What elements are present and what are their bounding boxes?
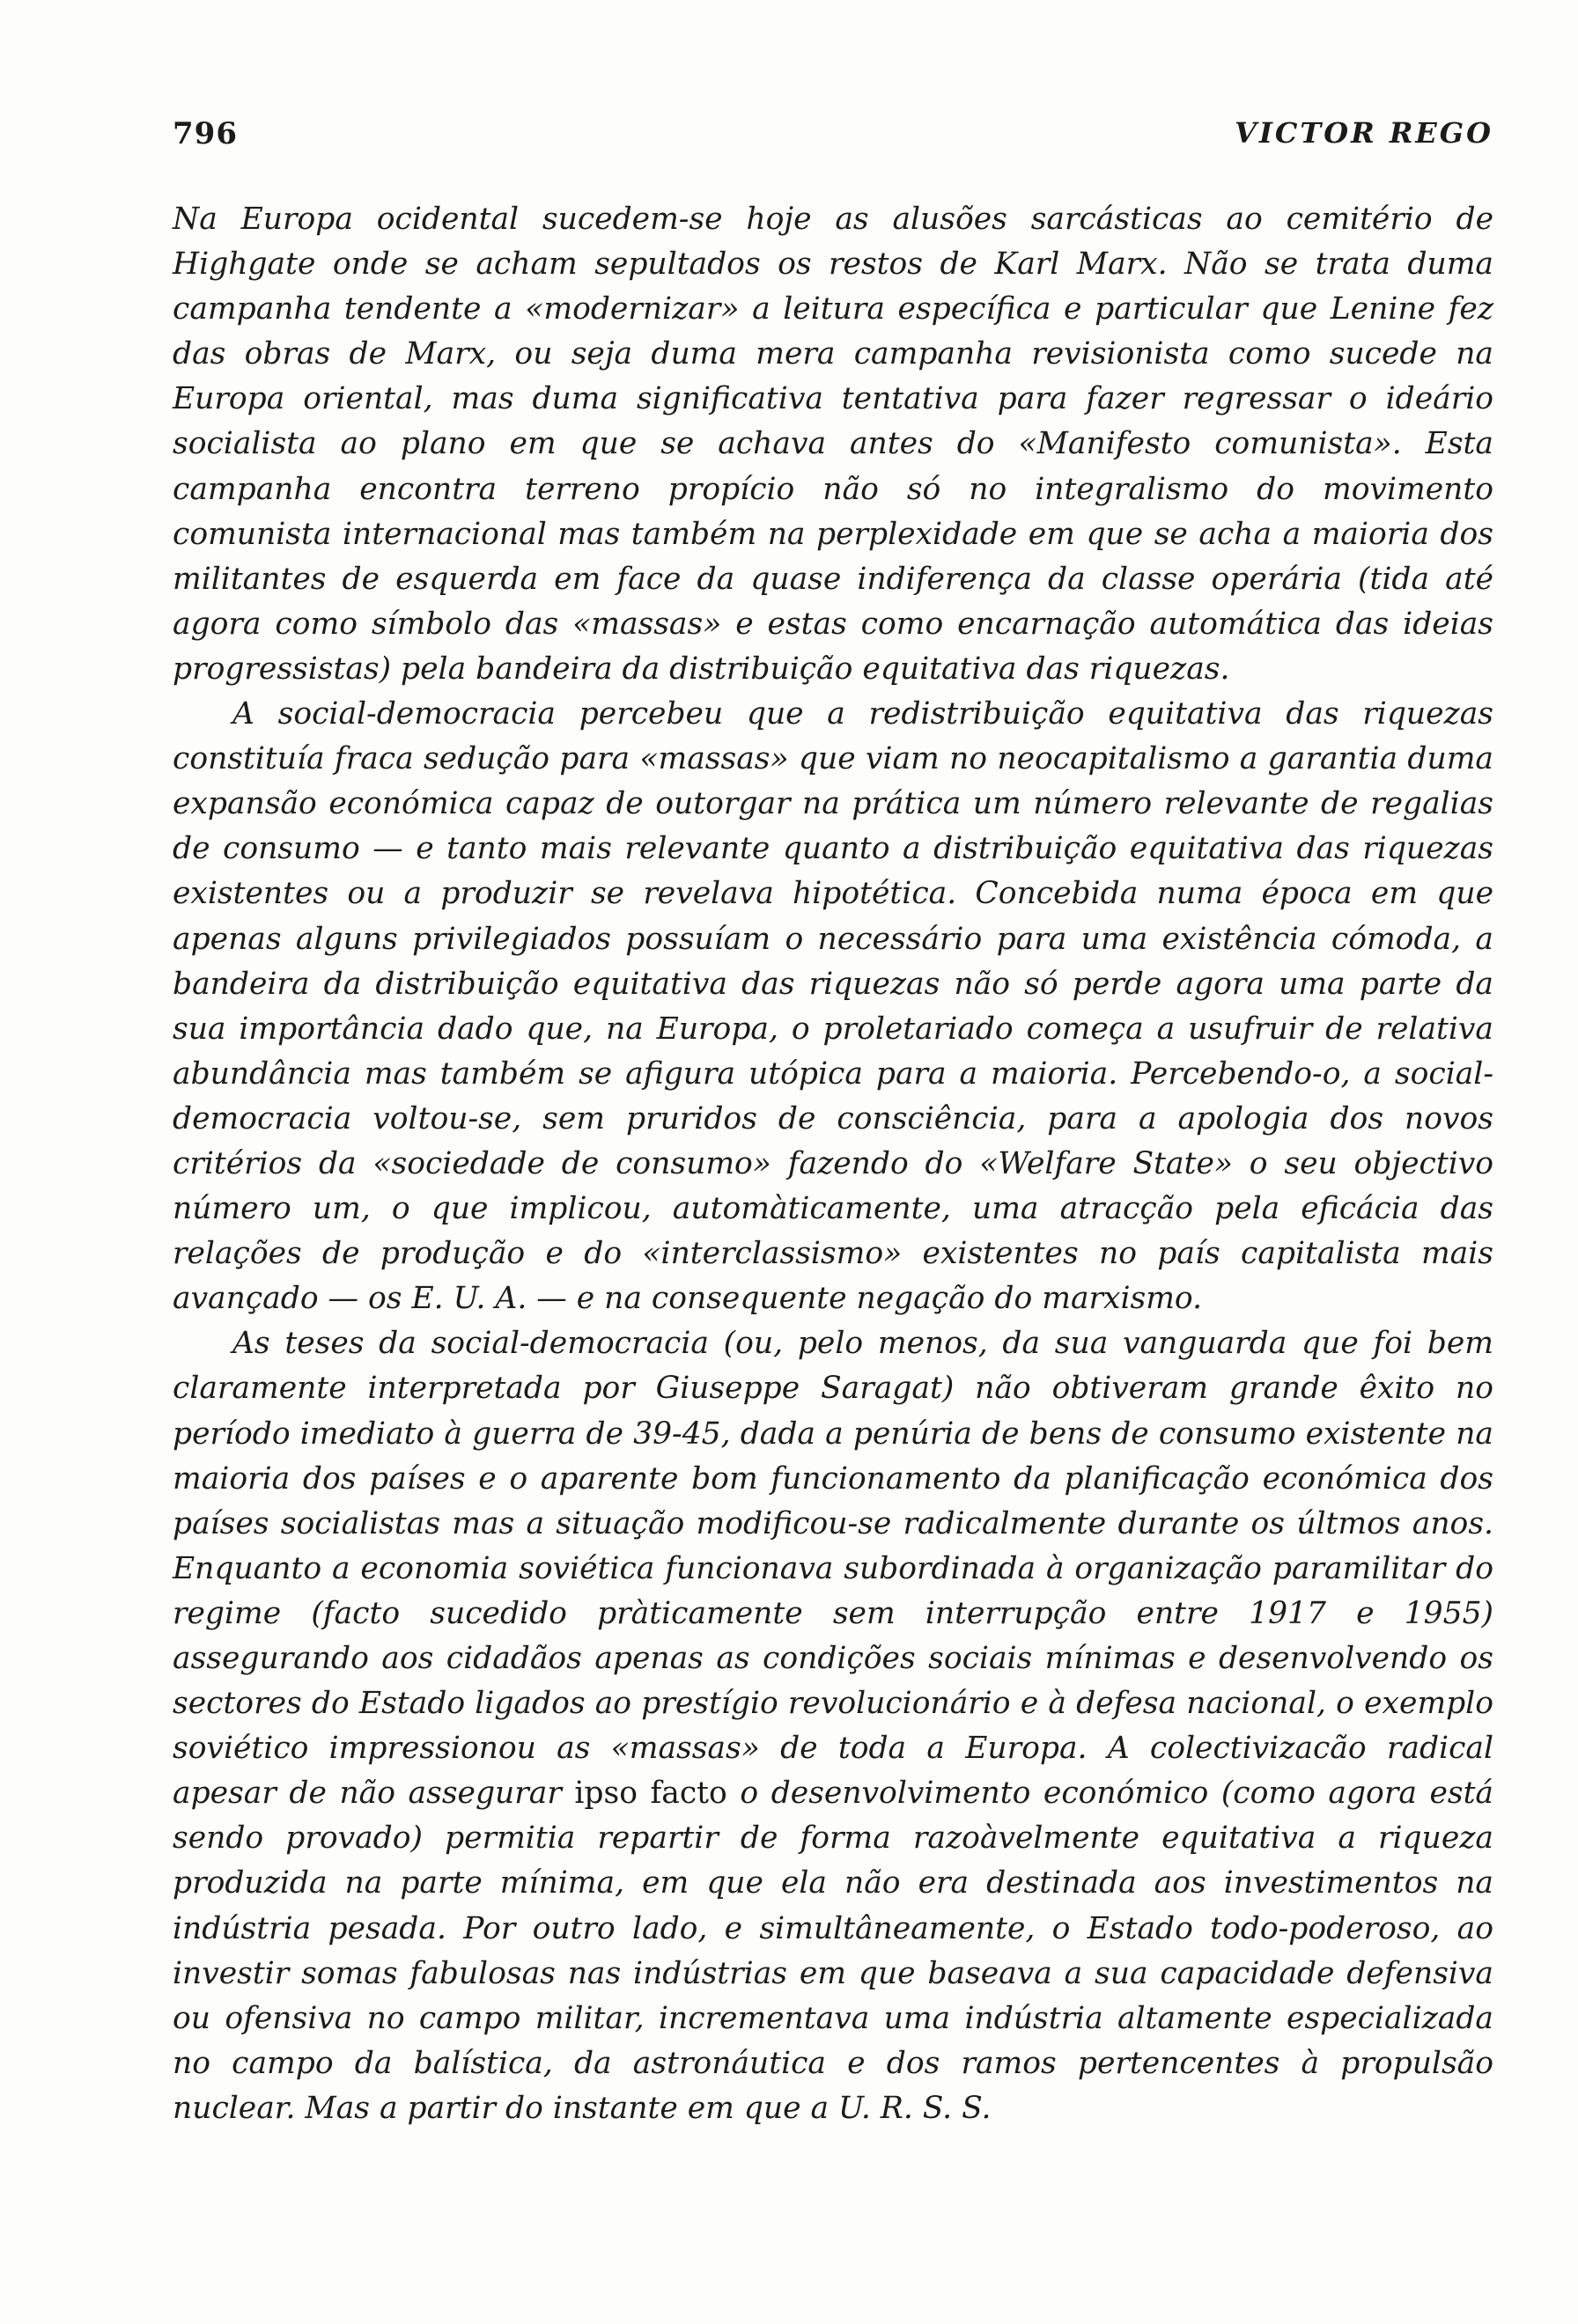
paragraph-3-part-1: As teses da social-democracia (ou, pelo menos, da sua vanguarda que foi bem claramente interpretada por Giuseppe Saragat) não obtiveram grande êxito no período imediato à guerra de 39-45, dada a penúria de bens de consumo existente na maioria dos países e o aparente bom funcionamento da planificação económica dos países socialistas mas a situação modificou-se radicalmente durante os últmos anos. Enquanto a economia soviética funcionava subordinada à organização paramilitar do regime (facto sucedido pràticamente sem interrupção entre 1917 e 1955) assegurando aos cidadãos apenas as condições sociais mínimas e desenvolvendo os sectores do Estado ligados ao prestígio revolucionário e à defesa nacional, o exemplo soviético impressionou as «massas» de toda a Europa. A colectivizacão radical apesar de não assegurar [173, 1326, 1493, 1812]
paragraph-1: Na Europa ocidental sucedem-se hoje as alusões sarcásticas ao cemitério de Highgate onde se acham sepultados os restos de Karl Marx. Não se trata duma campanha tendente a «modernizar» a leitura específica e particular que Lenine fez das obras de Marx, ou seja duma mera campanha revisionista como sucede na Europa oriental, mas duma significativa tentativa para fazer regressar o ideário socialista ao plano em que se achava antes do «Manifesto comunista». Esta campanha encontra terreno propício não só no integralismo do movimento comunista internacional mas também na perplexidade em que se acha a maioria dos militantes de esquerda em face da quase indiferença da classe operária (tida até agora como símbolo das «massas» e estas como encarnação automática das ideias progressistas) pela bandeira da distribuição equitativa das riquezas. [173, 202, 1493, 687]
page-header [173, 116, 1493, 158]
ipso-facto-phrase: ipso facto [574, 1776, 727, 1812]
page-number: 796 [173, 116, 238, 151]
paragraph-3 [173, 1321, 1493, 2131]
body-text [173, 197, 1493, 2131]
running-head: VICTOR REGO [1235, 116, 1493, 150]
paragraph-3-part-2: o desenvolvimento económico (como agora está sendo provado) permitia repartir de forma razoàvelmente equitativa a riqueza produzida na parte mínima, em que ela não era destinada aos investimentos na indústria pesada. Por outro lado, e simultâneamente, o Estado todo-poderoso, ao investir somas fabulosas nas indústrias em que baseava a sua capacidade defensiva ou ofensiva no campo militar, incrementava uma indústria altamente especializada no campo da balística, da astronáutica e dos ramos pertencentes à propulsão nuclear. Mas a partir do instante em que a U. R. S. S. [173, 1776, 1494, 2126]
paragraph-2: A social-democracia percebeu que a redistribuição equitativa das riquezas constituía fraca sedução para «massas» que viam no neocapitalismo a garantia duma expansão económica capaz de outorgar na prática um número relevante de regalias de consumo — e tanto mais relevante quanto a distribuição equitativa das riquezas existentes ou a produzir se revelava hipotética. Concebida numa época em que apenas alguns privilegiados possuíam o necessário para uma existência cómoda, a bandeira da distribuição equitativa das riquezas não só perde agora uma parte da sua importância dado que, na Europa, o proletariado começa a usufruir de relativa abundância mas também se afigura utópica para a maioria. Percebendo-o, a social-democracia voltou-se, sem pruridos de consciência, para a apologia dos novos critérios da «sociedade de consumo» fazendo do «Welfare State» o seu objectivo número um, o que implicou, automàticamente, uma atracção pela eficácia das relações de produção e do «interclassismo» existentes no país capitalista mais avançado — os E. U. A. — e na consequente negação do marxismo. [173, 696, 1493, 1317]
